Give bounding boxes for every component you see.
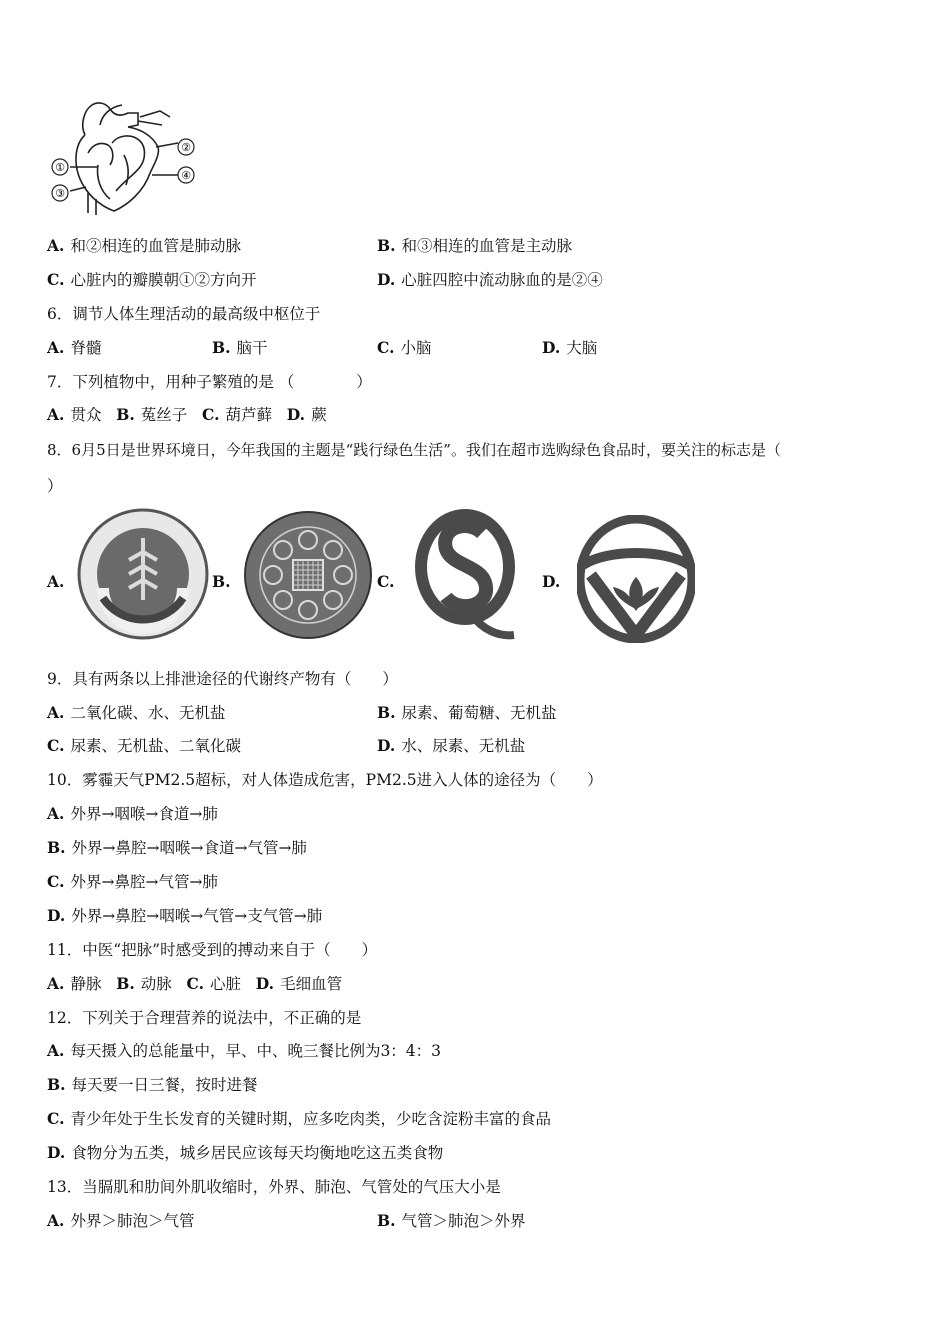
q10-stem: 10．雾霾天气PM2.5超标，对人体造成危害，PM2.5进入人体的途径为（ ） bbox=[47, 771, 603, 789]
q8-option-c-label[interactable]: C. bbox=[377, 572, 395, 591]
q6-option-d[interactable]: D. 大脑 bbox=[542, 338, 598, 357]
q11-options bbox=[47, 974, 342, 994]
q5-option-b[interactable]: B. 和③相连的血管是主动脉 bbox=[377, 236, 573, 255]
q12-option-b[interactable]: B. 每天要一日三餐，按时进餐 bbox=[47, 1075, 258, 1094]
label-3: ③ bbox=[55, 187, 65, 200]
q7-option-d[interactable]: D. 蕨 bbox=[286, 405, 327, 424]
q6-option-b[interactable]: B. 脑干 bbox=[212, 338, 268, 357]
q8-option-d-label[interactable]: D. bbox=[542, 572, 561, 591]
q9-option-a[interactable]: A. 二氧化碳、水、无机盐 bbox=[47, 703, 226, 722]
q13-option-b[interactable]: B. 气管＞肺泡＞外界 bbox=[377, 1211, 526, 1230]
pollution-free-logo[interactable] bbox=[577, 515, 695, 643]
q12-stem: 12．下列关于合理营养的说法中，不正确的是 bbox=[47, 1009, 362, 1027]
q6-option-a[interactable]: A. 脊髓 bbox=[47, 338, 102, 357]
q5-option-c[interactable]: C. 心脏内的瓣膜朝①②方向开 bbox=[47, 270, 257, 289]
q11-option-d[interactable]: D. 毛细血管 bbox=[255, 974, 343, 993]
q9-option-d[interactable]: D. 水、尿素、无机盐 bbox=[377, 736, 526, 755]
q9-option-c[interactable]: C. 尿素、无机盐、二氧化碳 bbox=[47, 736, 241, 755]
quality-safety-logo[interactable] bbox=[410, 505, 520, 640]
q12-option-d[interactable]: D. 食物分为五类，城乡居民应该每天均衡地吃这五类食物 bbox=[47, 1143, 444, 1162]
label-1: ① bbox=[55, 161, 65, 174]
heart-diagram bbox=[40, 95, 210, 220]
q7-option-a[interactable]: A. 贯众 bbox=[47, 405, 102, 424]
q11-stem: 11．中医“把脉”时感受到的搏动来自于（ ） bbox=[47, 941, 378, 959]
label-2: ② bbox=[181, 141, 191, 154]
q8-stem-line1: 8．6月5日是世界环境日，今年我国的主题是“践行绿色生活”。我们在超市选购绿色食品时，要关注的标志是（ bbox=[47, 441, 781, 459]
green-food-logo[interactable] bbox=[77, 508, 209, 640]
q9-option-b[interactable]: B. 尿素、葡萄糖、无机盐 bbox=[377, 703, 557, 722]
q10-option-d[interactable]: D. 外界→鼻腔→咽喉→气管→支气管→肺 bbox=[47, 906, 323, 925]
q7-options bbox=[47, 405, 327, 425]
q9-stem: 9．具有两条以上排泄途径的代谢终产物有（ ） bbox=[47, 670, 398, 688]
q13-option-a[interactable]: A. 外界＞肺泡＞气管 bbox=[47, 1211, 195, 1230]
q8-stem-line2: ） bbox=[47, 477, 63, 495]
q5-option-a[interactable]: A. 和②相连的血管是肺动脉 bbox=[47, 236, 241, 255]
q7-option-c[interactable]: C. 葫芦藓 bbox=[202, 405, 273, 424]
q7-option-b[interactable]: B. 菟丝子 bbox=[116, 405, 188, 424]
q7-stem: 7．下列植物中，用种子繁殖的是 （ ） bbox=[47, 373, 372, 391]
q13-stem: 13．当膈肌和肋间外肌收缩时，外界、肺泡、气管处的气压大小是 bbox=[47, 1178, 501, 1196]
q6-option-c[interactable]: C. 小脑 bbox=[377, 338, 432, 357]
environment-label-logo[interactable] bbox=[243, 510, 373, 640]
q6-stem: 6．调节人体生理活动的最高级中枢位于 bbox=[47, 305, 321, 323]
q8-option-b-label[interactable]: B. bbox=[212, 572, 231, 591]
q10-option-b[interactable]: B. 外界→鼻腔→咽喉→食道→气管→肺 bbox=[47, 838, 307, 857]
q12-option-c[interactable]: C. 青少年处于生长发育的关键时期，应多吃肉类，少吃含淀粉丰富的食品 bbox=[47, 1109, 551, 1128]
q12-option-a[interactable]: A. 每天摄入的总能量中，早、中、晚三餐比例为3：4：3 bbox=[47, 1041, 442, 1060]
q10-option-c[interactable]: C. 外界→鼻腔→气管→肺 bbox=[47, 872, 218, 891]
q11-option-a[interactable]: A. 静脉 bbox=[47, 974, 102, 993]
q5-option-d[interactable]: D. 心脏四腔中流动脉血的是②④ bbox=[377, 270, 603, 289]
label-4: ④ bbox=[181, 169, 191, 182]
q10-option-a[interactable]: A. 外界→咽喉→食道→肺 bbox=[47, 804, 218, 823]
q11-option-b[interactable]: B. 动脉 bbox=[116, 974, 172, 993]
q11-option-c[interactable]: C. 心脏 bbox=[186, 974, 242, 993]
q8-option-a-label[interactable]: A. bbox=[47, 572, 65, 591]
